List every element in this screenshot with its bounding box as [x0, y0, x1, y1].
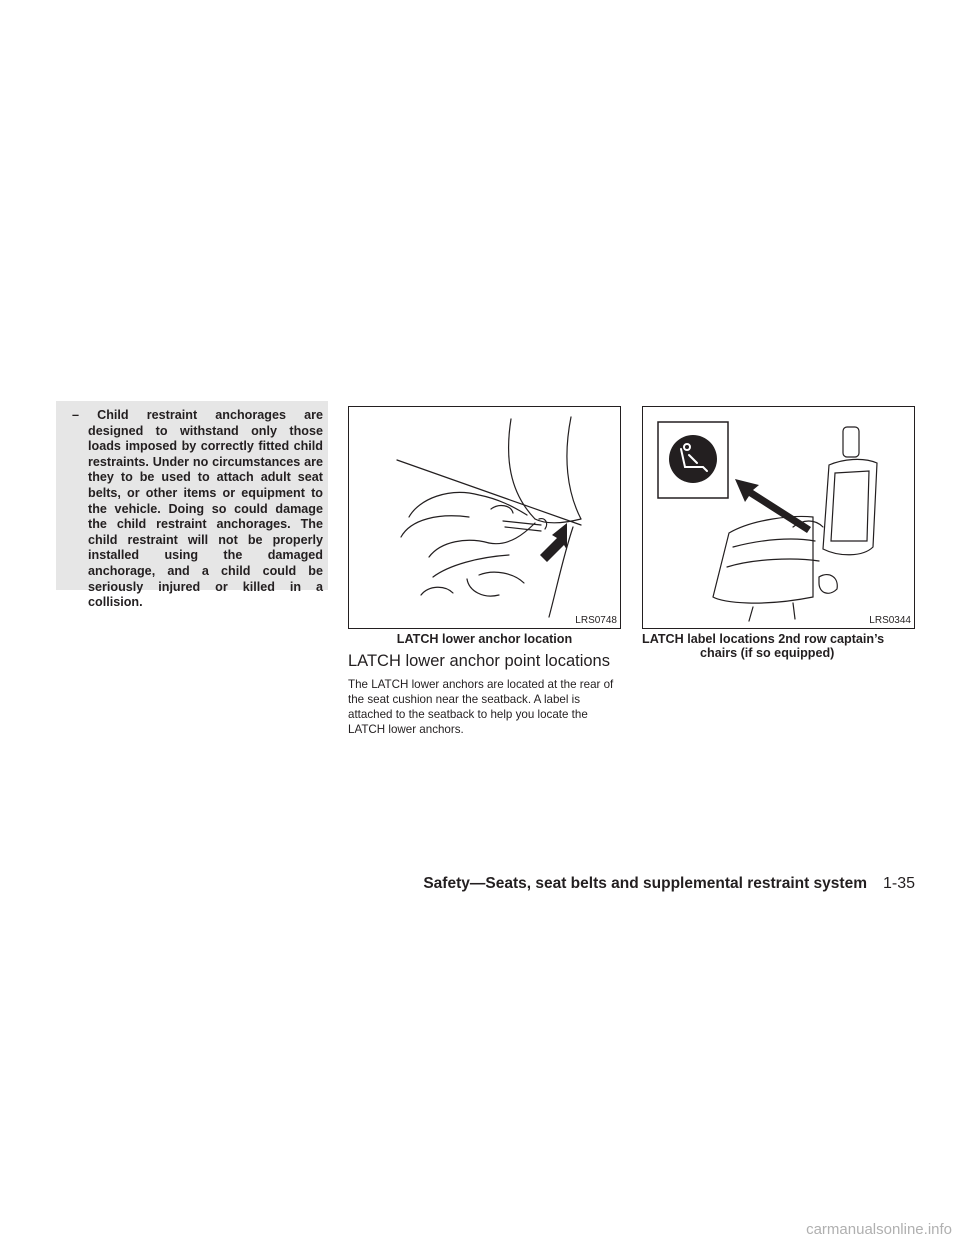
figure-code: LRS0344 [869, 615, 911, 626]
figure-caption [642, 632, 915, 660]
section-heading: LATCH lower anchor point locations [348, 652, 610, 670]
watermark: carmanualsonline.info [806, 1221, 952, 1238]
caption-line: LATCH label locations 2nd row captain’s [642, 632, 885, 646]
captain-chair-illustration [643, 407, 914, 628]
warning-text: – Child restraint anchorages are designed to withstand only those loads imposed by correctly fitted child restraints. Under no circumstances are they to be used to attach adult seat belts, or other items or equipment to the vehicle. Doing so could damage the child restraint anchorages. The child restraint will not be properly installed using the damaged anchorage, and a child could be seriously injured or killed in a collision. [72, 408, 323, 610]
figure-code: LRS0748 [575, 615, 617, 626]
page-number: 1-35 [883, 875, 916, 892]
caption-line: chairs (if so equipped) [700, 646, 835, 660]
figure-caption: LATCH lower anchor location [396, 632, 573, 646]
figure-latch-lower-anchor [348, 406, 621, 629]
body-paragraph: The LATCH lower anchors are located at the rear of the seat cushion near the seatback. A label is attached to the seatback to help you locate the LATCH lower anchors. [348, 678, 614, 736]
latch-anchor-illustration [349, 407, 620, 628]
warning-box [56, 401, 328, 610]
arrow-icon [540, 523, 567, 562]
footer-title: Safety—Seats, seat belts and supplemental restraint system [423, 875, 867, 892]
figure-latch-label-locations [642, 406, 915, 629]
